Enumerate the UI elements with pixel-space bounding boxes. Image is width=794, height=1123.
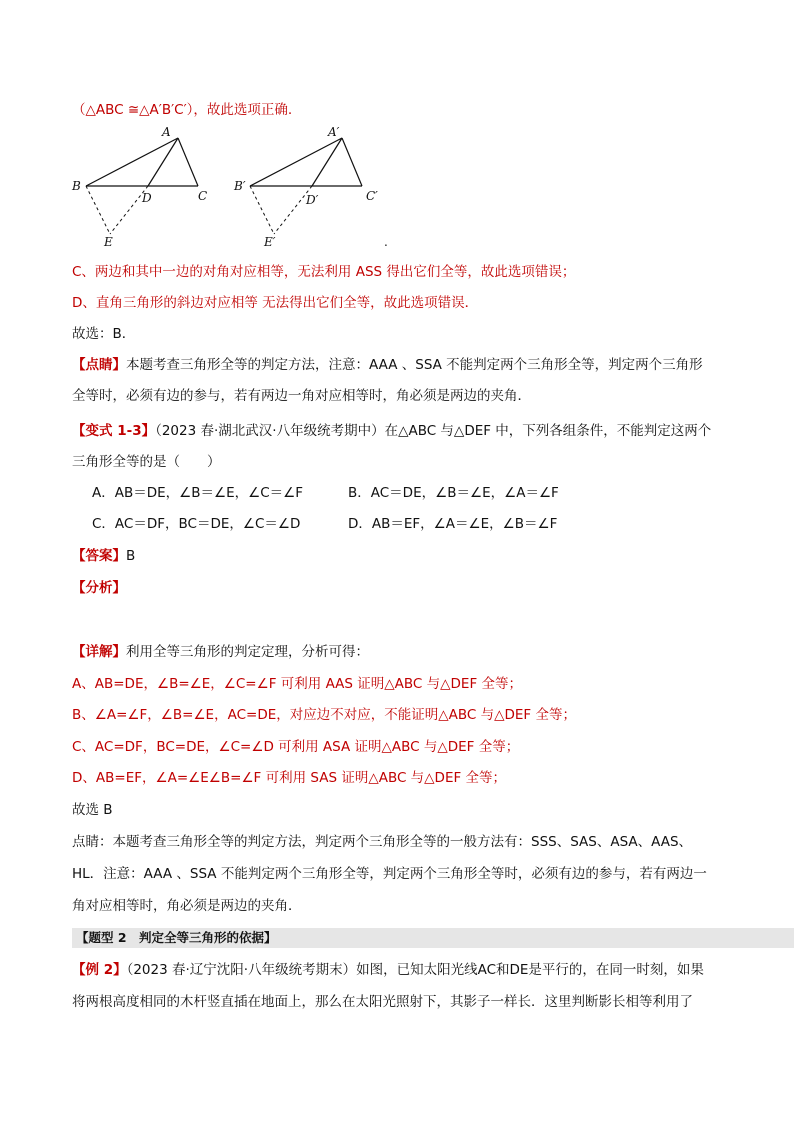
label-a: A	[162, 125, 171, 139]
label-d-prime: D′	[306, 193, 319, 207]
label-b: B	[72, 179, 81, 193]
variant-text: （2023 春·湖北武汉·八年级统考期中）在△ABC 与△DEF 中，下列各组条件，不能判定这两个	[155, 423, 712, 439]
figure-period: .	[384, 235, 388, 249]
variant-tag: 【变式 1-3】	[72, 423, 156, 439]
answer-line	[72, 546, 135, 566]
choice-a: A．AB＝DE，∠B＝∠E，∠C＝∠F	[92, 485, 304, 501]
detail-text: 利用全等三角形的判定定理，分析可得：	[126, 644, 369, 660]
example-2-line-1	[72, 960, 704, 980]
example-2-line-2: 将两根高度相同的木杆竖直插在地面上，那么在太阳光照射下，其影子一样长．这里判断影长相等利用了	[72, 994, 693, 1010]
label-e-prime: E′	[264, 235, 276, 249]
answer-tag: 【答案】	[72, 548, 126, 564]
dianjing-2-line-3: 角对应相等时，角必须是两边的夹角．	[72, 898, 302, 914]
example-text: （2023 春·辽宁沈阳·八年级统考期末）如图，已知太阳光线AC和DE是平行的，在同一时刻，如果	[126, 962, 704, 978]
analysis-tag: 【分析】	[72, 580, 126, 596]
label-d: D	[142, 191, 152, 205]
right-triangle	[233, 125, 388, 249]
label-c-prime: C′	[366, 189, 378, 203]
left-triangle	[71, 125, 207, 249]
answer-choice-1: 故选：B．	[72, 326, 136, 342]
section-title: 【题型 2 判定全等三角形的依据】	[76, 930, 277, 945]
answer-choice-2: 故选 B	[72, 802, 113, 818]
choice-c: C．AC＝DF，BC＝DE，∠C＝∠D	[92, 516, 301, 532]
dianjing-1-line-2: 全等时，必须有边的参与，若有两边一角对应相等时，角必须是两边的夹角．	[72, 388, 531, 404]
option-d-explanation: D、直角三角形的斜边对应相等 无法得出它们全等，故此选项错误．	[72, 295, 479, 311]
detail-tag: 【详解】	[72, 644, 126, 660]
detail-d: D、AB=EF，∠A=∠E∠B=∠F 可利用 SAS 证明△ABC 与△DEF 全等；	[72, 770, 507, 786]
example-tag: 【例 2】	[72, 962, 127, 978]
dianjing-2-line-2: HL．注意：AAA 、SSA 不能判定两个三角形全等，判定两个三角形全等时，必须有边的参与，若有两边一	[72, 866, 707, 882]
answer-value: B	[126, 548, 136, 564]
label-b-prime: B′	[234, 179, 246, 193]
detail-a: A、AB=DE，∠B=∠E，∠C=∠F 可利用 AAS 证明△ABC 与△DEF 全等；	[72, 676, 522, 692]
detail-c: C、AC=DF，BC=DE，∠C=∠D 可利用 ASA 证明△ABC 与△DEF 全等；	[72, 739, 520, 755]
label-e: E	[104, 235, 113, 249]
option-c-explanation: C、两边和其中一边的对角对应相等，无法利用 ASS 得出它们全等，故此选项错误；	[72, 264, 576, 280]
choice-b: B．AC＝DE，∠B＝∠E，∠A＝∠F	[348, 485, 559, 501]
analysis-line	[72, 578, 126, 598]
dianjing-1-line-1	[72, 355, 703, 375]
dianjing-text: 本题考查三角形全等的判定方法，注意：AAA 、SSA 不能判定两个三角形全等，判定两个三角形	[126, 357, 703, 373]
triangle-figure	[60, 118, 400, 253]
dianjing-2-line-1: 点睛：本题考查三角形全等的判定方法，判定两个三角形全等的一般方法有：SSS、SAS、ASA、AAS、	[72, 834, 693, 850]
section-heading	[72, 928, 794, 948]
conclusion-line: （△ABC ≅△A′B′C′），故此选项正确.	[72, 102, 293, 118]
detail-b: B、∠A=∠F，∠B=∠E，AC=DE，对应边不对应，不能证明△ABC 与△DEF 全等；	[72, 707, 576, 723]
label-c: C	[198, 189, 208, 203]
variant-question-line-1	[72, 421, 711, 441]
detail-line	[72, 642, 369, 662]
dianjing-tag: 【点睛】	[72, 357, 126, 373]
label-a-prime: A′	[328, 125, 340, 139]
variant-question-line-2: 三角形全等的是（ ）	[72, 454, 221, 470]
choice-d: D．AB＝EF，∠A＝∠E，∠B＝∠F	[348, 516, 558, 532]
